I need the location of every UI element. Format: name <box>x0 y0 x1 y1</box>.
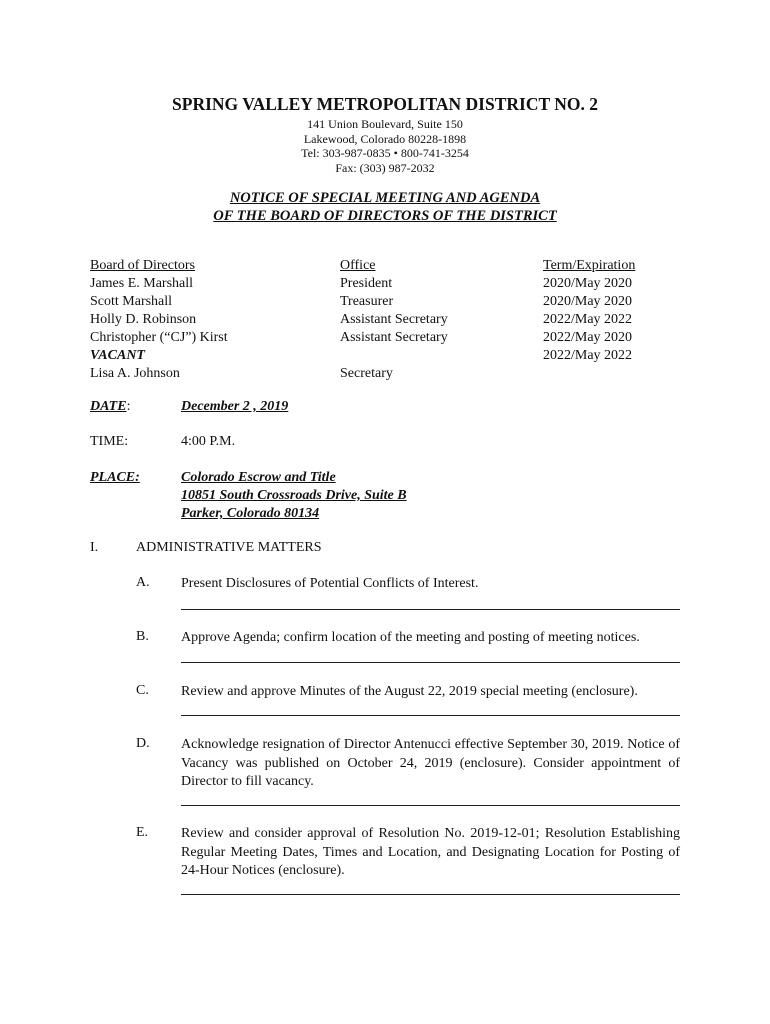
address-line: 141 Union Boulevard, Suite 150 <box>307 117 463 131</box>
board-header-office: Office <box>340 258 376 273</box>
notes-line <box>181 715 680 716</box>
fax-line: Fax: (303) 987-2032 <box>335 160 435 175</box>
agenda-item-text: Approve Agenda; confirm location of the meeting and posting of meeting notices. <box>181 630 640 645</box>
agenda-item-letter: E. <box>136 825 149 840</box>
address-line: Lakewood, Colorado 80228-1898 <box>303 131 467 146</box>
agenda-item-letter: B. <box>136 629 149 644</box>
board-member-term: 2022/May 2022 <box>543 312 633 327</box>
notes-line <box>181 662 680 663</box>
notice-heading: NOTICE OF SPECIAL MEETING AND AGENDA <box>229 190 541 206</box>
place-line: Colorado Escrow and Title <box>181 470 336 485</box>
date-colon: : <box>126 399 131 414</box>
place-label: PLACE: <box>90 470 140 485</box>
time-label: TIME: <box>90 434 129 449</box>
time-value: 4:00 P.M. <box>181 434 236 449</box>
board-member-vacant: VACANT <box>90 348 145 363</box>
board-member-office: Assistant Secretary <box>340 312 448 327</box>
district-title: SPRING VALLEY METROPOLITAN DISTRICT NO. 2 <box>172 94 598 114</box>
place-line: 10851 South Crossroads Drive, Suite B <box>181 488 407 503</box>
date-value: December 2 , 2019 <box>181 399 289 414</box>
board-member-name: Lisa A. Johnson <box>90 366 180 381</box>
agenda-item-letter: C. <box>136 683 149 698</box>
board-member-office: Secretary <box>340 366 393 381</box>
notice-subheading: OF THE BOARD OF DIRECTORS OF THE DISTRICT <box>213 208 557 224</box>
agenda-item-text: Review and approve Minutes of the August 22, 2019 special meeting (enclosure). <box>181 684 638 699</box>
notes-line <box>181 805 680 806</box>
agenda-item-letter: A. <box>136 575 150 590</box>
place-line: Parker, Colorado 80134 <box>181 506 320 521</box>
board-member-term: 2020/May 2020 <box>543 276 633 291</box>
board-member-term: 2022/May 2020 <box>543 330 633 345</box>
board-member-office: President <box>340 276 393 291</box>
date-label-wrap <box>90 399 130 415</box>
agenda-item-text: Present Disclosures of Potential Conflicts of Interest. <box>181 576 479 591</box>
notes-line <box>181 894 680 895</box>
phone-line: Tel: 303-987-0835 • 800-741-3254 <box>301 146 469 160</box>
agenda-item-text: Acknowledge resignation of Director Antenucci effective September 30, 2019. Notice of Vacancy was published on October 24, 2019 (enclosure). Consider appointment of Director to fill vacancy. <box>181 737 680 789</box>
board-member-office: Assistant Secretary <box>340 330 448 345</box>
board-member-name: Scott Marshall <box>90 294 173 309</box>
board-header-term: Term/Expiration <box>543 258 636 273</box>
board-member-office: Treasurer <box>340 294 394 309</box>
section-title: ADMINISTRATIVE MATTERS <box>136 540 322 555</box>
board-member-name: James E. Marshall <box>90 276 194 291</box>
notes-line <box>181 609 680 610</box>
board-header-directors: Board of Directors <box>90 258 195 273</box>
agenda-item-letter: D. <box>136 736 150 751</box>
section-number: I. <box>90 540 99 555</box>
date-label: DATE <box>90 399 127 414</box>
board-member-term: 2022/May 2022 <box>543 348 633 363</box>
board-member-term: 2020/May 2020 <box>543 294 633 309</box>
board-member-name: Holly D. Robinson <box>90 312 197 327</box>
agenda-item-text: Review and consider approval of Resolution No. 2019-12-01; Resolution Establishing Regular Meeting Dates, Times and Location, and Designating Location for Posting of 24-Hour Notices (enclosure). <box>181 826 680 878</box>
board-member-name: Christopher (“CJ”) Kirst <box>90 330 228 345</box>
